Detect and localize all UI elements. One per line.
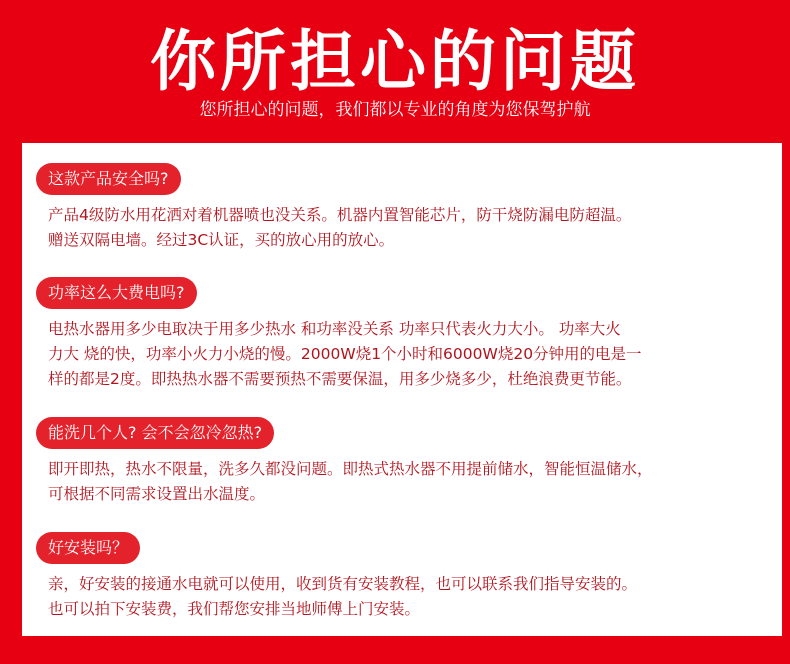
header [0, 0, 790, 140]
faq-question-capacity: 能洗几个人? 会不会忽冷忽热? [36, 417, 274, 449]
faq-answer-capacity [48, 457, 776, 507]
faq-panel [22, 143, 782, 636]
faq-answer-safety [48, 203, 776, 253]
faq-question-power: 功率这么大费电吗? [36, 277, 197, 309]
answer-line: 产品4级防水用花洒对着机器喷也没关系。机器内置智能芯片，防干烧防漏电防超温。 [48, 206, 632, 224]
answer-line: 也可以拍下安装费，我们帮您安排当地师傅上门安装。 [48, 600, 421, 618]
answer-line: 力大 烧的快，功率小火力小烧的慢。2000W烧1个小时和6000W烧20分钟用的电是一 [48, 345, 642, 363]
answer-line: 电热水器用多少电取决于用多少热水 和功率没关系 功率只代表火力大小。 功率大火 [48, 320, 621, 338]
answer-line: 样的都是2度。即热热水器不需要预热不需要保温，用多少烧多少，杜绝浪费更节能。 [48, 370, 632, 388]
answer-line: 即开即热，热水不限量，洗多久都没问题。即热式热水器不用提前储水，智能恒温储水， [48, 460, 653, 478]
answer-line: 可根据不同需求设置出水温度。 [48, 485, 266, 503]
page-title: 你所担心的问题 [150, 23, 640, 100]
page-subtitle: 您所担心的问题，我们都以专业的角度为您保驾护航 [199, 100, 591, 120]
faq-answer-install [48, 572, 776, 622]
faq-answer-power [48, 317, 776, 392]
answer-line: 亲，好安装的接通水电就可以使用，收到货有安装教程，也可以联系我们指导安装的。 [48, 575, 638, 593]
answer-line: 赠送双隔电墙。经过3C认证，买的放心用的放心。 [48, 231, 395, 249]
faq-question-safety: 这款产品安全吗? [36, 163, 181, 195]
faq-question-install: 好安装吗？ [36, 532, 140, 564]
